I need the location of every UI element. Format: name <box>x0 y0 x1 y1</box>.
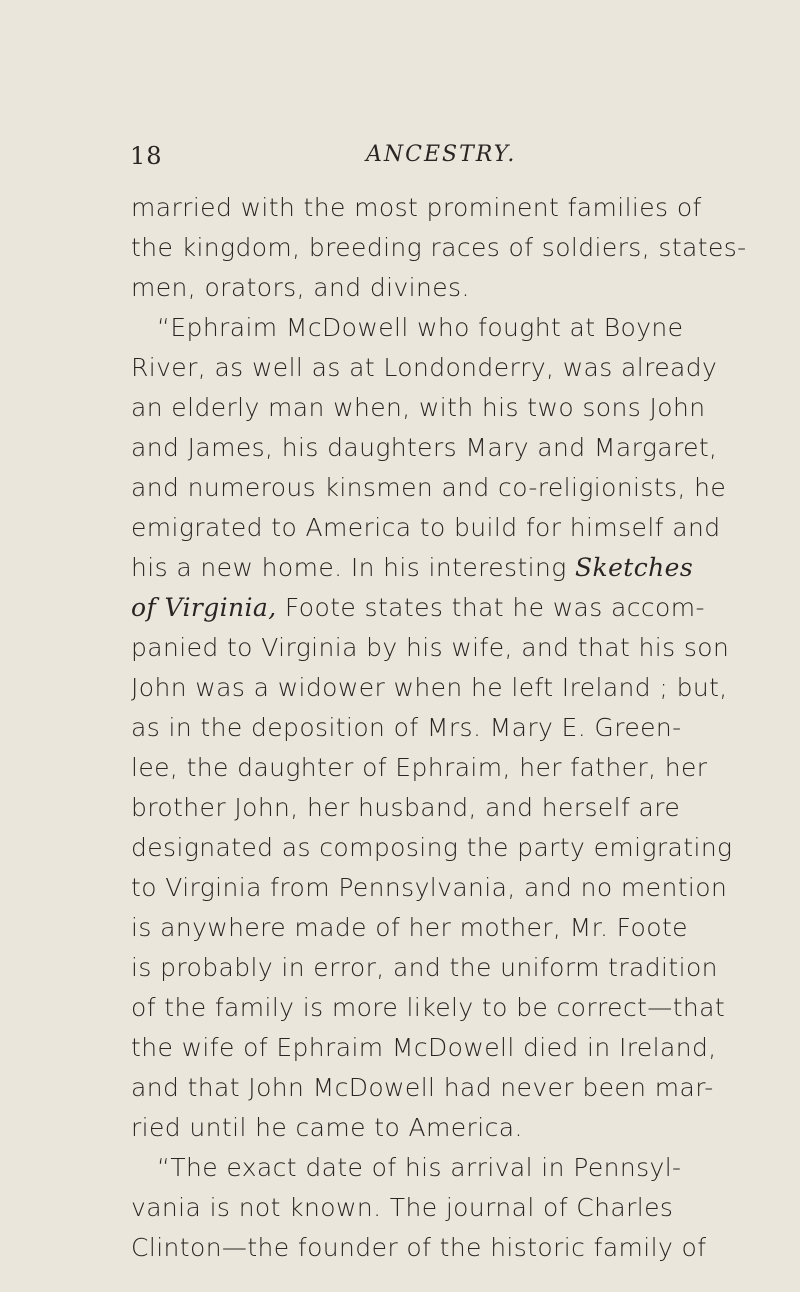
text-line-23: and that John McDowell had never been mar- <box>131 1073 714 1102</box>
text-line-24: ried until he came to America. <box>131 1113 523 1142</box>
book-title-italic: Sketches <box>575 553 694 582</box>
text-line-10: his a new home. In his interesting Sketches <box>131 553 694 582</box>
text-line-2: the kingdom, breeding races of soldiers, states- <box>131 233 747 262</box>
page-header <box>130 142 710 172</box>
text-line-12: panied to Virginia by his wife, and that his son <box>131 633 730 662</box>
text-line-5: River, as well as at Londonderry, was already <box>131 353 718 382</box>
text-line-25: “The exact date of his arrival in Pennsyl- <box>157 1153 682 1182</box>
text-line-19: is anywhere made of her mother, Mr. Foote <box>131 913 688 942</box>
text-line-3: men, orators, and divines. <box>131 273 470 302</box>
text-line-21: of the family is more likely to be correct—that <box>131 993 726 1022</box>
text-line-18: to Virginia from Pennsylvania, and no mention <box>131 873 728 902</box>
book-title-italic-cont: of Virginia, <box>131 593 277 622</box>
text-line-14: as in the deposition of Mrs. Mary E. Green- <box>131 713 682 742</box>
text-line-22: the wife of Ephraim McDowell died in Ireland, <box>131 1033 717 1062</box>
text-line-11: of Virginia, Foote states that he was accom- <box>131 593 705 622</box>
text-line-8: and numerous kinsmen and co-religionists, he <box>131 473 727 502</box>
text-line-27: Clinton—the founder of the historic family of <box>131 1233 707 1262</box>
text-line-17: designated as composing the party emigrating <box>131 833 733 862</box>
text-line-1: married with the most prominent families of <box>131 193 702 222</box>
text-line-15: lee, the daughter of Ephraim, her father, her <box>131 753 708 782</box>
text-line-13: John was a widower when he left Ireland ; but, <box>131 673 728 702</box>
running-title: ANCESTRY. <box>366 142 517 167</box>
text-line-4: “Ephraim McDowell who fought at Boyne <box>157 313 684 342</box>
text-line-26: vania is not known. The journal of Charles <box>131 1193 674 1222</box>
text-line-16: brother John, her husband, and herself are <box>131 793 681 822</box>
text-line-9: emigrated to America to build for himself and <box>131 513 721 542</box>
text-line-7: and James, his daughters Mary and Margaret, <box>131 433 718 462</box>
text-line-20: is probably in error, and the uniform tradition <box>131 953 718 982</box>
text-line-6: an elderly man when, with his two sons John <box>131 393 706 422</box>
page-number: 18 <box>130 142 163 170</box>
